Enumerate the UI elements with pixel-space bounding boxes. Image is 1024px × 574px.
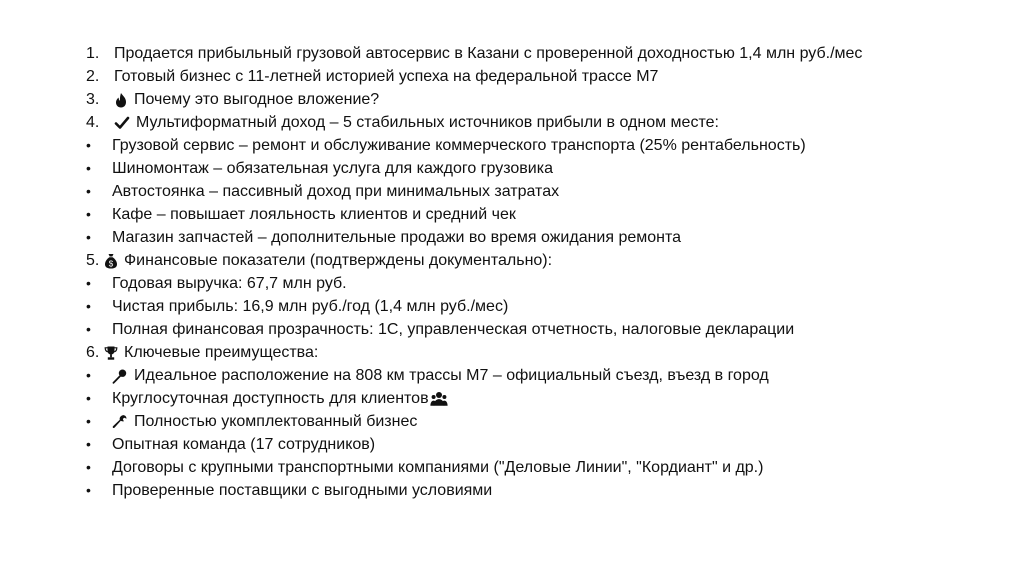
list-item-text: Проверенные поставщики с выгодными условиями [112,482,493,499]
list-item-text: Опытная команда (17 сотрудников) [112,436,376,453]
money-bag-icon [104,253,118,269]
list-marker: • [86,482,91,498]
list-item [86,134,986,157]
list-item-text: Идеальное расположение на 808 км трассы М7 – официальный съезд, въезд в город [134,367,769,384]
list-item-text: Грузовой сервис – ремонт и обслуживание коммерческого транспорта (25% рентабельность) [112,137,806,154]
list-item [86,318,986,341]
list-item [86,249,986,272]
list-item-text: Автостоянка – пассивный доход при минимальных затратах [112,183,560,200]
list-marker: • [86,390,91,406]
list-item-text: Продается прибыльный грузовой автосервис в Казани с проверенной доходностью 1,4 млн руб./мес [114,45,863,62]
list-item-text: Полная финансовая прозрачность: 1С, управленческая отчетность, налоговые декларации [112,321,795,338]
list-marker: • [86,275,91,291]
list-item-text: Шиномонтаж – обязательная услуга для каждого грузовика [112,160,553,177]
list-item [86,341,986,364]
list-item [86,203,986,226]
list-item [86,157,986,180]
svg-text:$: $ [108,258,114,268]
list-marker: • [86,367,91,383]
list-item-text: Полностью укомплектованный бизнес [134,413,418,430]
list-marker: • [86,160,91,176]
document-list [86,42,986,502]
list-item-text: Почему это выгодное вложение? [134,91,380,108]
list-marker: 5. [86,252,100,269]
list-item [86,88,986,111]
list-marker: • [86,229,91,245]
list-item-text: Договоры с крупными транспортными компаниями ("Деловые Линии", "Кордиант" и др.) [112,459,764,476]
pushpin-icon [112,368,128,384]
list-item [86,180,986,203]
list-marker: • [86,206,91,222]
trophy-icon [104,345,118,361]
list-marker: • [86,459,91,475]
list-item [86,410,986,433]
list-marker: 2. [86,68,100,85]
list-marker: • [86,183,91,199]
fire-icon [114,92,128,108]
list-marker: • [86,298,91,314]
list-item [86,42,986,65]
list-item [86,111,986,134]
list-item-text: Магазин запчастей – дополнительные продажи во время ожидания ремонта [112,229,682,246]
list-item-text: Круглосуточная доступность для клиентов [112,390,429,407]
list-marker: 6. [86,344,100,361]
list-marker: • [86,137,91,153]
list-item-text: Чистая прибыль: 16,9 млн руб./год (1,4 млн руб./мес) [112,298,509,315]
list-item-text: Готовый бизнес с 11-летней историей успеха на федеральной трассе М7 [114,68,659,85]
list-item [86,433,986,456]
list-item [86,364,986,387]
list-item [86,479,986,502]
list-item-text: Годовая выручка: 67,7 млн руб. [112,275,347,292]
list-item-text: Мультиформатный доход – 5 стабильных источников прибыли в одном месте: [136,114,719,131]
people-icon [430,391,448,407]
list-marker: • [86,413,91,429]
list-item [86,387,986,410]
list-item [86,295,986,318]
list-item [86,272,986,295]
list-item [86,226,986,249]
list-marker: 1. [86,45,100,62]
list-marker: • [86,321,91,337]
list-marker: • [86,436,91,452]
list-item-text: Кафе – повышает лояльность клиентов и средний чек [112,206,516,223]
list-item [86,456,986,479]
wrench-icon [112,414,128,430]
checkmark-icon [114,115,130,131]
list-item-text: Ключевые преимущества: [124,344,319,361]
list-item [86,65,986,88]
list-marker: 4. [86,114,100,131]
list-marker: 3. [86,91,100,108]
list-item-text: Финансовые показатели (подтверждены документально): [124,252,553,269]
